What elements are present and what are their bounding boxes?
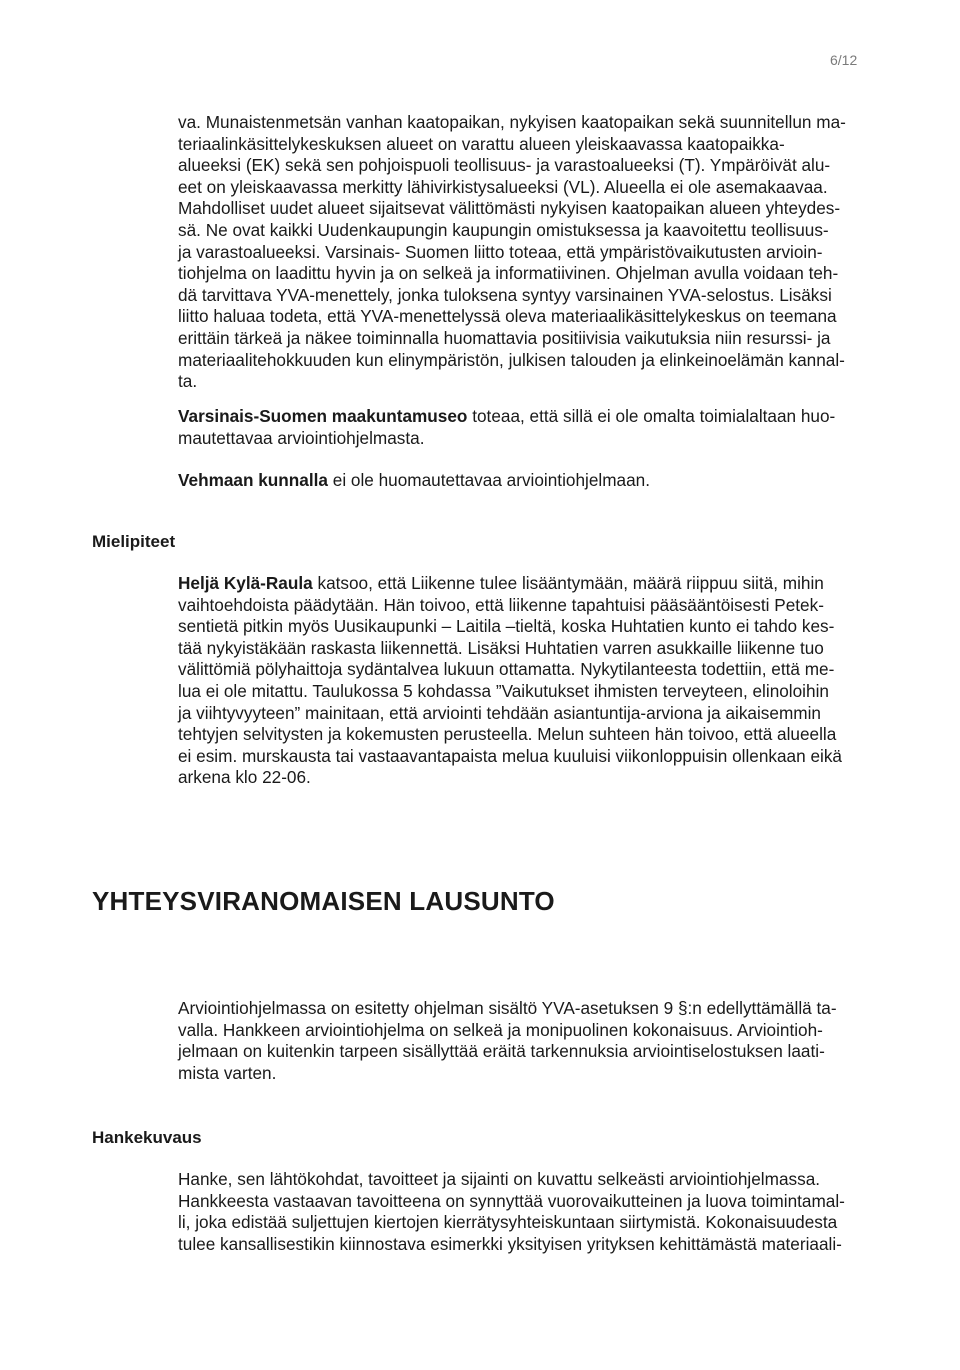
opinion-statement: katsoo, että Liikenne tulee lisääntymään, määrä riippuu siitä, mihin [312,573,824,593]
opinions-label: Mielipiteet [92,532,176,551]
vehmaa-paragraph [178,470,896,492]
text-line: liitto haluaa todeta, että YVA-menettelyssä oleva materiaalikäsittelykeskus on teemana [178,306,837,327]
text-line: tehtyjen selvitysten ja kokemusten perusteella. Melun suhteen hän toivoo, että alueella [178,724,837,745]
text-line: tulee kansallisestikin kiinnostava esimerkki yksityisen yrityksen kehittämästä materiaali- [178,1233,842,1254]
text-line: ja varastoalueeksi. Varsinais- Suomen liitto toteaa, että ympäristövaikutusten arvioin- [178,241,823,262]
text-line: materiaalitehokkuuden kun elinympäristön, julkisen talouden ja elinkeinoelämän kannal- [178,349,845,370]
text-line: mista varten. [178,1062,277,1083]
text-line [178,573,896,595]
text-line: sentietä pitkin myös Uusikaupunki – Laitila –tieltä, koska Huhtatien kunto ei tahdo kes- [178,616,835,637]
section-heading: YHTEYSVIRANOMAISEN LAUSUNTO [92,886,555,916]
text-line: li, joka edistää suljettujen kiertojen kierrätysyhteiskuntaan siirtymistä. Kokonaisuudesta [178,1212,838,1233]
text-line: eet on yleiskaavassa merkitty lähivirkistysalueeksi (VL). Alueella ei ole asemakaavaa. [178,176,828,197]
project-label: Hankekuvaus [92,1128,202,1147]
opinion-paragraph [178,573,896,789]
text-line: dä tarvittava YVA-menettely, jonka tuloksena syntyy varsinainen YVA-selostus. Lisäksi [178,284,832,305]
text-line: Arviointiohjelmassa on esitetty ohjelman sisältö YVA-asetuksen 9 §:n edellyttämällä ta- [178,998,837,1018]
text-line: ja viihtyvyyteen” mainitaan, että arviointi tehdään asiantuntija-arviona ja aikaisemmin [178,702,821,723]
text-line: erittäin tärkeä ja näkee toiminnalla huomattavia positiivisia vaikutuksia niin resurssi- ja [178,327,831,348]
text-line: vaihtoehdoista päädytään. Hän toivoo, että liikenne tapahtuisi pääsääntöisesti Petek- [178,594,824,615]
text-line: valla. Hankkeen arviointiohjelma on selkeä ja monipuolinen kokonaisuus. Arviointioh- [178,1019,823,1040]
text-line [178,406,896,428]
text-line: arkena klo 22-06. [178,767,311,788]
text-line: lua ei ole mitattu. Taulukossa 5 kohdassa ”Vaikutukset ihmisten terveyteen, elinoloihin [178,680,829,701]
municipality-name: Vehmaan kunnalla [178,470,328,490]
text-line: sä. Ne ovat kaikki Uudenkaupungin kaupungin omistuksessa ja kaavoitettu teollisuus- [178,219,829,240]
text-line: va. Munaistenmetsän vanhan kaatopaikan, nykyisen kaatopaikan sekä suunnitellun ma- [178,112,846,132]
text-line: mautettavaa arviointiohjelmasta. [178,427,425,448]
text-line: alueeksi (EK) sekä sen pohjoispuoli teollisuus- ja varastoalueeksi (T). Ympäröivät alu- [178,155,831,176]
text-line: ta. [178,371,198,392]
text-line: jelmaan on kuitenkin tarpeen sisällyttää eräitä tarkennuksia arviointiselostuksen laati- [178,1041,825,1062]
museum-paragraph [178,406,896,449]
text-line: teriaalinkäsittelykeskuksen alueet on varattu alueen yleiskaavassa kaatopaikka- [178,133,785,154]
text-line: Hanke, sen lähtökohdat, tavoitteet ja sijainti on kuvattu selkeästi arviointiohjelmassa. [178,1169,821,1189]
page-number: 6/12 [830,52,858,68]
opinion-author: Heljä Kylä-Raula [178,573,313,593]
text-line: ei esim. murskausta tai vastaavantapaista melua kuuluisi viikonloppuisin ollenkaan eikä [178,745,842,766]
museum-statement: toteaa, että sillä ei ole omalta toimialaltaan huo- [467,406,836,426]
text-line [178,470,896,492]
text-line: tiohjelma on laadittu hyvin ja on selkeä ja informatiivinen. Ohjelman avulla voidaan teh- [178,263,839,284]
text-line: Mahdolliset uudet alueet sijaitsevat välittömästi nykyisen kaatopaikan alueen yhteydes- [178,198,841,219]
intro-paragraph [178,112,896,393]
museum-name: Varsinais-Suomen maakuntamuseo [178,406,468,426]
authority-paragraph [178,998,896,1084]
municipality-statement: ei ole huomautettavaa arviointiohjelmaan. [327,470,650,490]
project-paragraph [178,1169,896,1255]
text-line: Hankkeesta vastaavan tavoitteena on synnyttää vuorovaikutteinen ja luova toimintamal- [178,1190,845,1211]
text-line: tää nykyistäkään raskasta liikennettä. Lisäksi Huhtatien varren asukkaille liikenne tuo [178,637,824,658]
text-line: välittömiä pölyhaittoja sydäntalvea lukuun ottamatta. Nykytilanteesta todettiin, että me- [178,659,835,680]
